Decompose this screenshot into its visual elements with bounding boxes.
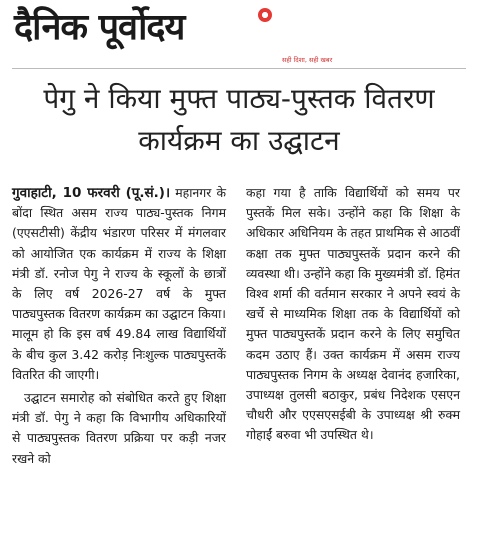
sun-icon <box>258 8 272 22</box>
article-paragraph <box>12 183 226 385</box>
newspaper-logo: दैनिक पूर्वोदय <box>14 7 185 48</box>
paragraph-text: महानगर के बोंदा स्थित असम राज्य पाठ्य-पुस्तक निगम (एएसटीसी) केंद्रीय भंडारण परिसर में मंगलवार को आयोजित एक कार्यक्रम में राज्य के शिक्षा मंत्री डॉ. रनोज पेगु ने राज्य के स्कूलों के छात्रों के लिए वर्ष 2026-27 वर्ष के मुफ्त पाठ्यपुस्तक वितरण कार्यक्रम का उद्घाटन किया। मालूम हो कि इस वर्ष 49.84 लाख विद्यार्थियों के बीच कुल 3.42 करोड़ निःशुल्क पाठ्यपुस्तकें वितरित की जाएगी। <box>12 185 226 382</box>
article-paragraph: कहा गया है ताकि विद्यार्थियों को समय पर पुस्तकें मिल सके। उन्होंने कहा कि शिक्षा के अधिकार अधिनियम के तहत प्राथमिक से आठवीं कक्षा तक मुफ्त पाठ्यपुस्तकें प्रदान करने की व्यवस्था थी। उन्होंने कहा कि मुख्यमंत्री डॉ. हिमंत विश्व शर्मा की वर्तमान सरकार ने अपने स्वयं के खर्चे से माध्यमिक शिक्षा तक के विद्यार्थियों को मुफ्त पाठ्यपुस्तकें प्रदान करने के लिए समुचित कदम उठाए हैं। उक्त कार्यक्रम में असम राज्य पाठ्यपुस्तक निगम के अध्यक्ष देवानंद हजारिका, उपाध्यक्ष तुलसी बठाकुर, प्रबंध निदेशक एसएन चौधरी और एएसएसईबी के उपाध्यक्ष श्री रुक्म गोहाईं बरुवा भी उपस्थित थे। <box>246 185 460 443</box>
masthead-divider <box>12 68 466 69</box>
newspaper-tagline: सही दिशा, सही खबर <box>282 56 333 64</box>
article-column-right <box>246 183 460 446</box>
dateline: गुवाहाटी, 10 फरवरी (पू.सं.)। <box>12 185 171 201</box>
article-headline: पेगु ने किया मुफ्त पाठ्य-पुस्तक वितरण कार्यक्रम का उद्घाटन <box>43 82 435 157</box>
article-paragraph: उद्घाटन समारोह को संबोधित करते हुए शिक्षा मंत्री डॉ. पेगु ने कहा कि विभागीय अधिकारियों से पाठ्यपुस्तक वितरण प्रक्रिया पर कड़ी नजर रखने को <box>12 390 226 466</box>
article-column-left <box>12 183 226 469</box>
masthead <box>0 0 478 64</box>
